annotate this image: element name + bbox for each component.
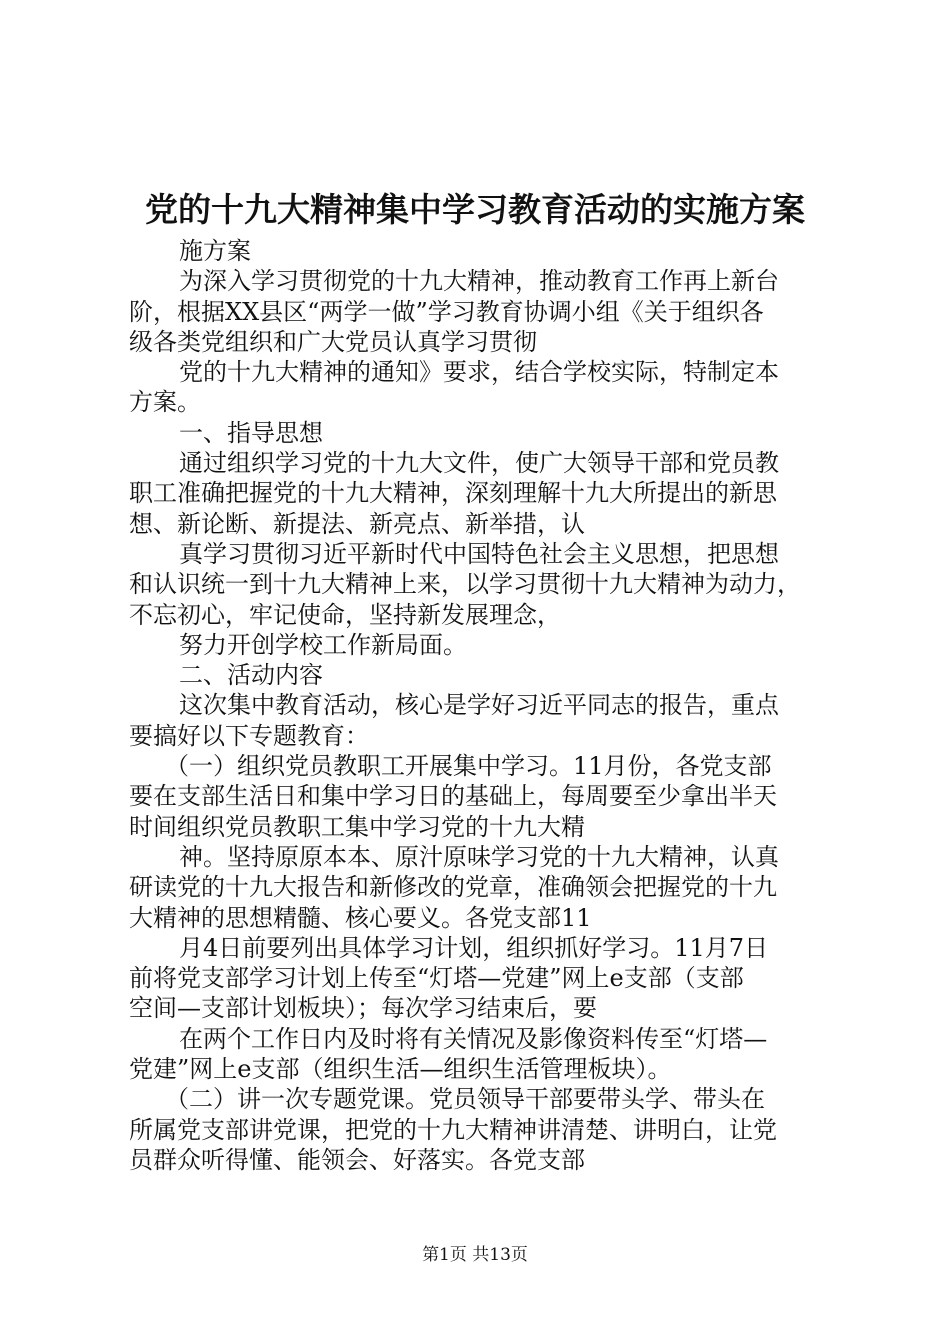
paragraph-line: 施方案 [179,237,251,265]
paragraph-line: 方案。 [129,388,201,417]
paragraph-line: 研读党的十九大报告和新修改的党章，准确领会把握党的十九 [129,873,777,902]
section-heading: 二、活动内容 [179,661,323,690]
paragraph-line: 通过组织学习党的十九大文件，使广大领导干部和党员教 [179,449,779,478]
paragraph-line: 级各类党组织和广大党员认真学习贯彻 [129,327,537,356]
paragraph-line: 神。坚持原原本本、原汁原味学习党的十九大精神，认真 [179,842,779,871]
paragraph-line: 月4日前要列出具体学习计划，组织抓好学习。11月7日 [179,933,769,962]
paragraph-line: 阶，根据XX县区“两学一做”学习教育协调小组《关于组织各 [129,297,764,326]
page-number-footer: 第1页 共13页 [422,1245,528,1265]
paragraph-line: 努力开创学校工作新局面。 [179,630,467,659]
paragraph-line: 员群众听得懂、能领会、好落实。各党支部 [129,1145,585,1174]
paragraph-line: 真学习贯彻习近平新时代中国特色社会主义思想，把思想 [179,539,779,568]
paragraph-line: 不忘初心，牢记使命，坚持新发展理念， [129,600,561,629]
paragraph-line: 在两个工作日内及时将有关情况及影像资料传至“灯塔— [179,1024,768,1053]
paragraph-line: 要搞好以下专题教育： [129,721,369,750]
paragraph-line: 大精神的思想精髓、核心要义。各党支部11 [129,903,592,932]
paragraph-line: 和认识统一到十九大精神上来，以学习贯彻十九大精神为动力， [129,570,801,599]
paragraph-line: 所属党支部讲党课，把党的十九大精神讲清楚、讲明白，让党 [129,1115,777,1144]
paragraph-line: 前将党支部学习计划上传至“灯塔—党建”网上e支部（支部 [129,964,744,993]
section-heading: 一、指导思想 [179,418,323,447]
paragraph-line: 要在支部生活日和集中学习日的基础上，每周要至少拿出半天 [129,782,777,811]
paragraph-line: 党的十九大精神的通知》要求，结合学校实际，特制定本 [179,358,779,387]
document-title: 党的十九大精神集中学习教育活动的实施方案 [145,190,805,229]
paragraph-line: 想、新论断、新提法、新亮点、新举措，认 [129,509,585,538]
document-body [129,236,829,1175]
paragraph-line: 时间组织党员教职工集中学习党的十九大精 [129,812,585,841]
paragraph-line: 党建”网上e支部（组织生活—组织生活管理板块）。 [129,1055,672,1084]
paragraph-line: 空间—支部计划板块）；每次学习结束后，要 [129,994,597,1023]
paragraph-line: （二）讲一次专题党课。党员领导干部要带头学、带头在 [165,1085,765,1114]
paragraph-line: 这次集中教育活动，核心是学好习近平同志的报告，重点 [179,691,779,720]
paragraph-line: （一）组织党员教职工开展集中学习。11月份，各党支部 [165,752,772,781]
paragraph-line: 为深入学习贯彻党的十九大精神，推动教育工作再上新台 [179,267,779,296]
paragraph-line: 职工准确把握党的十九大精神，深刻理解十九大所提出的新思 [129,479,777,508]
